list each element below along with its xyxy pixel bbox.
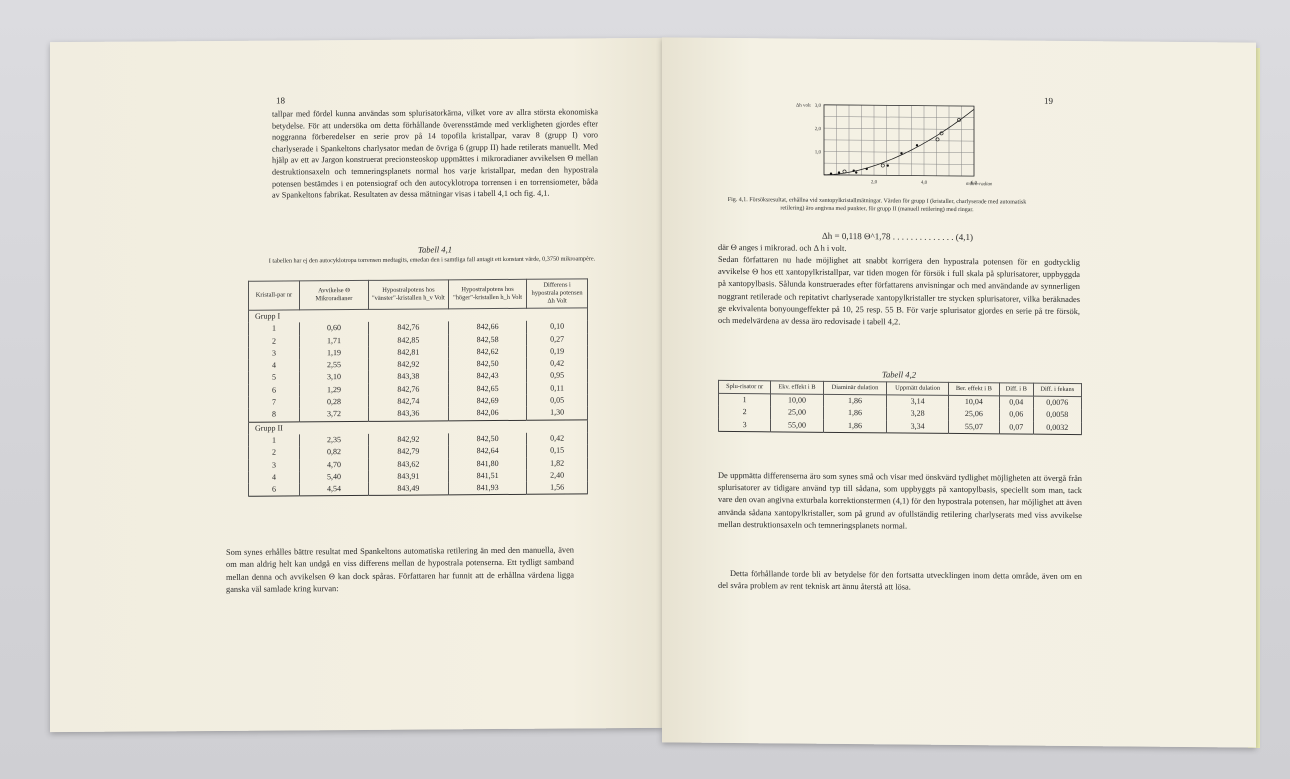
table-cell: 842,66 [448, 321, 526, 334]
table-header: Differens i hypostrala potensen Δh Volt [527, 279, 588, 308]
table-cell: 0,28 [300, 396, 369, 409]
table-4-1 [248, 278, 588, 497]
data-point-dot [830, 173, 832, 175]
table-cell: 7 [249, 396, 300, 409]
table-cell: 843,38 [369, 371, 449, 384]
table-cell: 0,05 [527, 394, 588, 407]
table-cell: 2,55 [300, 359, 369, 372]
table-cell: 842,50 [448, 358, 526, 371]
data-point-dot [866, 168, 868, 170]
table-cell: 0,19 [527, 345, 588, 358]
table-cell: 0,10 [527, 321, 588, 334]
table-header: Diaminär dulation [823, 381, 887, 395]
x-tick-label: 2,0 [870, 180, 878, 186]
table-cell: 842,92 [369, 359, 449, 372]
table-cell: 4,54 [300, 483, 369, 496]
table-cell: 3,28 [887, 408, 949, 421]
table-cell: 25,00 [771, 407, 823, 420]
y-tick-label: 1,0 [814, 150, 821, 156]
intro-paragraph: tallpar med fördel kunna användas som splurisatorkärna, vilket vore av allra största ekonomiska betydelse. För att undersöka om detta förhållande överensstämde med verkligheten gjordes efter noggranna förberedelser en serie prov på 14 topofila kristallpar, varav 8 (grupp I) voro charlyserade i Spankeltons charlysator medan de övriga 6 (grupp II) hade retilerats manuellt. Med hjälp av ett av Jargon konstruerat precionsteoskop uppmättes i mikroradianer avvikelsen Θ mellan destruktionsaxeln och temneringsplanets normal hos varje kristallpar, medan den hypostrala potensen bestämdes i en potensiograf och den autocyklotropa torrensen i en torrensiometer, båda av Spankeltons fabrikat. Resultaten av dessa mätningar visas i tabell 4,1 och fig. 4,1. [272, 107, 598, 200]
table-cell: 1,71 [300, 335, 369, 348]
page-number-right: 19 [1044, 95, 1053, 106]
table-cell: 1,86 [823, 407, 887, 420]
body-paragraph: Sedan författaren nu hade möjlighet att snabbt korrigera den hypostrala potensen för en godtycklig avvikelse Θ hos ett xantopylkristallpar, var tiden mogen för försök i full skala på splurisatorer, uppbyggda på xantopylbasis. Sålunda konstruerades efter författarens anvisningar och med användande av synnerligen noggrant retilerade och repitativt charlyserade xantopylkristaller tre stycken splurisatorer, vilka beräknades ge ekvivalenta bonyoungeffekter på 10, 25 resp. 55 B. För varje splurisator gjordes en serie på tre försök, och medelvärdena av dessa äro redovisade i tabell 4,2. [718, 254, 1080, 327]
table-cell: 2,35 [300, 434, 369, 447]
table-cell: 842,62 [448, 346, 526, 359]
table-cell: 4 [249, 471, 300, 484]
table-cell: 3,14 [887, 395, 949, 408]
data-point-dot [916, 144, 918, 146]
table-row [719, 418, 1082, 434]
table-cell: 0,15 [527, 445, 588, 458]
table-cell: 1 [249, 434, 300, 447]
table-cell: 842,74 [369, 395, 449, 408]
table-cell: 842,06 [448, 407, 526, 420]
table-cell: 843,36 [369, 408, 449, 421]
table-cell: 3 [249, 459, 300, 472]
table-cell: 842,58 [448, 333, 526, 346]
page-number-left: 18 [276, 95, 285, 106]
table-4-2-title: Tabell 4,2 [881, 369, 917, 380]
table-cell: 10,00 [771, 394, 823, 407]
table-cell: 0,04 [999, 396, 1033, 409]
table-cell: 842,65 [448, 383, 526, 396]
table-cell: 0,11 [527, 382, 588, 395]
table-cell: 842,81 [369, 346, 449, 359]
data-point-dot [887, 164, 889, 166]
data-point-dot [838, 171, 840, 173]
table-4-2 [718, 380, 1082, 435]
table-cell: 1,82 [527, 457, 588, 470]
table-cell: 4 [249, 360, 300, 373]
left-page [50, 38, 662, 732]
table-cell: 842,76 [369, 383, 449, 396]
table-cell: 3,34 [887, 420, 949, 433]
table-group-label: Grupp II [249, 420, 588, 435]
table-cell: 55,00 [771, 419, 823, 432]
table-cell: 0,0076 [1033, 396, 1081, 409]
table-cell: 0,42 [527, 358, 588, 371]
figure-4-1-caption: Fig. 4,1. Försöksresultat, erhållna vid xantopylkristallmätningar. Värden för grupp I (kristaller, charlyserade med automatisk retilering) äro angivna med punkter, för grupp II (manuell retilering) med ringar. [727, 196, 1027, 214]
x-tick-label: 4,0 [920, 180, 928, 186]
table-cell: 6 [249, 384, 300, 397]
figure-4-1-plot [792, 97, 992, 199]
table-cell: 2 [719, 406, 771, 419]
table-group-label: Grupp I [249, 308, 588, 323]
table-header: Ber. effekt i B [948, 382, 999, 395]
data-point-ring [881, 164, 884, 167]
table-cell: 1,29 [300, 384, 369, 397]
table-cell: 0,60 [300, 322, 369, 335]
table-4-1-note: I tabellen har ej den autocyklotropa torrensen medtagits, emedan den i samtliga fall antagit ett konstant värde, 0,3750 mikroampère. [268, 255, 596, 265]
y-tick-label: 2,0 [814, 127, 821, 133]
table-cell: 2,40 [527, 469, 588, 482]
data-point-dot [855, 171, 857, 173]
table-cell: 2 [249, 447, 300, 460]
y-axis-label: Δh volt [796, 103, 811, 109]
table-header: Hypostralpotens hos "vänster"-kristallen h_v Volt [369, 280, 449, 310]
formula-where: där Θ anges i mikrorad. och Δ h i volt. [718, 242, 847, 254]
table-cell: 3 [249, 347, 300, 360]
table-cell: 3,72 [300, 408, 369, 421]
table-cell: 4,70 [300, 458, 369, 471]
table-cell: 1,56 [527, 482, 588, 495]
table-header: Splu-risator nr [719, 380, 771, 393]
table-header: Uppmätt dulation [887, 382, 949, 396]
y-tick-label: 3,0 [814, 103, 821, 109]
table-header: Kristall-par nr [249, 281, 300, 310]
table-cell: 0,95 [527, 370, 588, 383]
table-cell: 841,51 [448, 470, 526, 483]
table-cell: 1,30 [527, 407, 588, 420]
data-point-dot [853, 169, 855, 171]
table-cell: 0,42 [527, 432, 588, 445]
table-header: Hypostralpotens hos "höger"-kristallen h_h Volt [448, 279, 526, 309]
open-booklet [50, 40, 1260, 750]
table-cell: 842,69 [448, 395, 526, 408]
table-4-1-title: Tabell 4,1 [417, 244, 453, 255]
table-cell: 0,0032 [1033, 421, 1081, 434]
table-cell: 842,85 [369, 334, 449, 347]
table-cell: 841,80 [448, 457, 526, 470]
table-cell: 0,0058 [1033, 409, 1081, 422]
table-cell: 3 [719, 418, 771, 431]
table-cell: 1 [719, 393, 771, 406]
table-cell: 0,07 [999, 421, 1033, 434]
table-cell: 1,86 [823, 419, 887, 432]
table-cell: 25,06 [948, 408, 999, 421]
table-header: Diff. i fekans [1033, 383, 1081, 396]
table-cell: 842,79 [369, 446, 449, 459]
table-cell: 842,43 [448, 370, 526, 383]
right-page [662, 37, 1256, 747]
table-cell: 842,64 [448, 445, 526, 458]
conclusion-paragraph-1: De uppmätta differenserna äro som synes små och visar med önskvärd tydlighet möjligheten att övergå från splurisatorer av tidigare använd typ till sådana, som uppbyggts på xantopylbasis, speciellt som man, tack vare den ovan angivna exturbala korrektionstermen (4,1) för den hypostrala potensen, har möjlighet att även använda sådana xantopylkristaller, som på grund av ofullständig retilering charlyserats med viss avvikelse mellan destruktionsaxeln och temneringsplanets normal. [718, 470, 1082, 531]
table-cell: 3,10 [300, 371, 369, 384]
table-cell: 0,27 [527, 333, 588, 346]
table-cell: 2 [249, 335, 300, 348]
table-cell: 842,76 [369, 322, 449, 335]
table-cell: 1 [249, 323, 300, 336]
table-cell: 843,49 [369, 483, 449, 496]
table-cell: 1,19 [300, 347, 369, 360]
table-cell: 842,92 [369, 433, 449, 446]
table-cell: 10,04 [948, 395, 999, 408]
table-cell: 1,86 [823, 394, 887, 407]
data-point-dot [900, 152, 902, 154]
figure-4-1 [792, 97, 992, 204]
table-cell: 842,50 [448, 433, 526, 446]
table-cell: 6 [249, 484, 300, 497]
table-cell: 841,93 [448, 482, 526, 495]
outro-paragraph: Som synes erhålles bättre resultat med Spankeltons automatiska retilering än med den manuella, även om man aldrig helt kan undgå en viss differens mellan de hypostrala potenserna. Ett tydligt samband mellan denna och avvikelsen Θ kan dock spåras. Författaren har funnit att de erhållna värdena ligga ganska väl samlade kring kurvan: [226, 545, 574, 595]
table-cell: 5 [249, 372, 300, 385]
table-row [249, 482, 588, 497]
x-tick-label: 6,0 [970, 181, 978, 187]
conclusion-paragraph-2: Detta förhållande torde bli av betydelse för den fortsatta utvecklingen inom detta område, även om en del svåra problem av rent teknisk art ännu återstå att lösa. [718, 569, 1082, 592]
table-header: Avvikelse Θ Mikroradianer [300, 280, 369, 309]
table-cell: 843,62 [369, 458, 449, 471]
table-header: Diff. i B [999, 383, 1033, 396]
table-cell: 0,82 [300, 446, 369, 459]
x-axis-label: mikro-radianer [966, 182, 992, 188]
formula-4-1: Δh = 0,118 Θ^1,78 . . . . . . . . . . . . . . (4,1) [822, 230, 973, 243]
table-cell: 0,06 [999, 409, 1033, 422]
table-header: Ekv. effekt i B [771, 381, 823, 394]
table-cell: 55,07 [948, 421, 999, 434]
table-cell: 8 [249, 409, 300, 422]
table-cell: 5,40 [300, 471, 369, 484]
table-cell: 843,91 [369, 470, 449, 483]
